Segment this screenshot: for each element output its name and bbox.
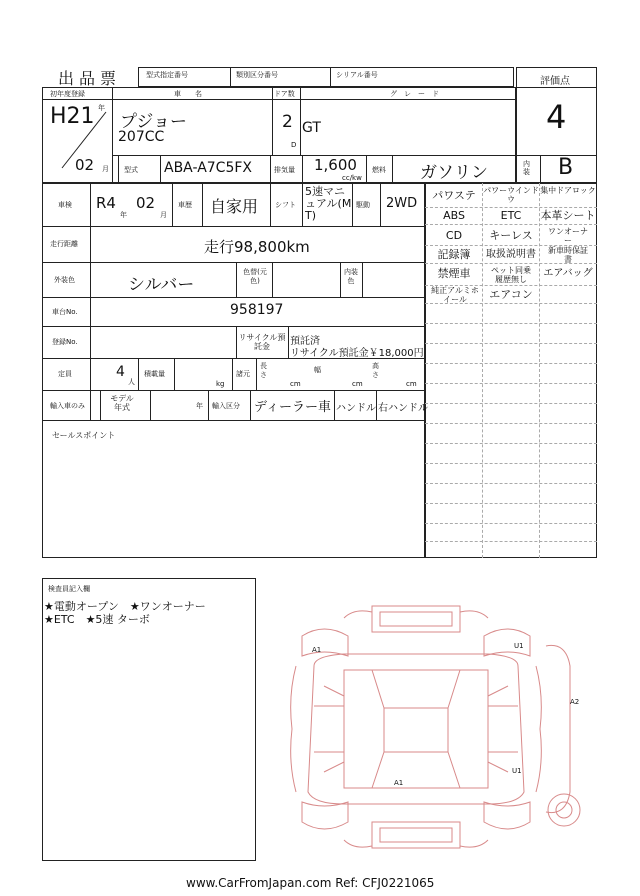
interior-grade: B	[558, 155, 574, 180]
inspection-month-unit: 月	[160, 211, 167, 219]
dims-label: 諸元	[236, 370, 250, 378]
model-year-unit: 年	[196, 402, 203, 410]
reg-no-label: 登録No.	[52, 338, 78, 346]
equip-non-smoking: 禁煙車	[437, 267, 471, 280]
displacement-value: 1,600	[314, 156, 357, 174]
equip-cd: CD	[445, 229, 463, 242]
width-unit: cm	[352, 380, 363, 388]
equip-record-book: 記録簿	[437, 248, 471, 261]
grade-label: グ レ ー ド	[390, 90, 439, 98]
equip-power-steering: パワステ	[432, 189, 476, 202]
sales-point-label: セールスポイント	[52, 431, 116, 440]
model-year-label: モデル年式	[110, 394, 134, 412]
height-unit: cm	[406, 380, 417, 388]
car-name-label: 車 名	[174, 90, 202, 98]
drive-value: 2WD	[386, 196, 418, 211]
chassis-label: 車台No.	[52, 308, 78, 316]
first-reg-era-year: H21	[50, 104, 95, 129]
color-label: 外装色	[54, 276, 75, 284]
inspection-era: R4	[96, 194, 116, 212]
shift-value: 5速マニュアル(MT)	[305, 185, 352, 222]
category-label: 類別区分番号	[236, 71, 278, 79]
door-unit: D	[291, 141, 297, 149]
door-count: 2	[282, 112, 293, 132]
damage-a1-rear: A1	[394, 779, 404, 787]
fuel-value: ガソリン	[420, 163, 488, 183]
first-reg-month: 02	[75, 156, 95, 174]
serial-label: シリアル番号	[336, 71, 378, 79]
score-value: 4	[546, 98, 567, 136]
color-value: シルバー	[128, 275, 195, 295]
load-unit: kg	[216, 380, 225, 388]
equip-airbag: エアバッグ	[543, 268, 593, 279]
mileage-value: 走行98,800km	[204, 238, 310, 256]
handle-label: ハンドル	[336, 403, 376, 414]
model-code-label: 型式指定番号	[146, 71, 188, 79]
capacity-unit: 人	[128, 378, 135, 386]
inspection-label: 車検	[58, 201, 72, 209]
equip-air-conditioner: エアコン	[489, 288, 533, 301]
equip-etc: ETC	[500, 209, 522, 222]
usage-label: 車歴	[178, 201, 192, 209]
capacity-label: 定員	[58, 370, 72, 378]
inspection-month: 02	[136, 194, 156, 212]
equip-power-window: パワーウインドウ	[483, 186, 539, 204]
inspector-line2: ★ETC ★5速 ターボ	[44, 613, 150, 626]
shift-label: シフト	[275, 201, 296, 209]
length-unit: cm	[290, 380, 301, 388]
damage-u1-front: U1	[514, 642, 524, 650]
car-name-line2: 207CC	[118, 129, 165, 145]
mileage-label: 走行距離	[50, 240, 78, 248]
model-label: 型式	[124, 166, 138, 174]
inspection-year-unit: 年	[120, 211, 127, 219]
equip-central-lock: 集中ドアロック	[540, 186, 596, 195]
equip-keyless: キーレス	[489, 229, 533, 242]
import-type-value: ディーラー車	[254, 400, 331, 415]
recycle-value2: リサイクル預託金￥18,000円	[290, 348, 424, 359]
capacity-value: 4	[116, 364, 125, 380]
displacement-label: 排気量	[274, 166, 295, 174]
grade-value: GT	[302, 120, 321, 136]
import-label: 輸入車のみ	[50, 402, 85, 410]
header-row	[138, 67, 514, 87]
car-name-line1: プジョー	[120, 112, 187, 132]
interior-label: 内装	[523, 160, 530, 176]
load-label: 積載量	[144, 370, 165, 378]
interior-color-label: 内装色	[344, 268, 358, 285]
chassis-value: 958197	[230, 302, 284, 318]
equip-no-pets: ペット同乗履歴無し	[491, 266, 531, 284]
year-unit: 年	[98, 104, 105, 112]
handle-value: 右ハンドル	[378, 403, 428, 414]
recycle-label: リサイクル預託金	[238, 333, 286, 351]
usage-value: 自家用	[210, 197, 259, 216]
score-label: 評価点	[540, 76, 570, 87]
form-title: 出品票	[58, 69, 122, 88]
equip-one-owner: ワンオーナー	[548, 227, 588, 245]
car-damage-diagram	[284, 596, 598, 862]
damage-a1-front: A1	[312, 646, 322, 654]
length-label: 長さ	[260, 362, 267, 379]
month-unit: 月	[102, 165, 109, 173]
damage-u1-rear: U1	[512, 767, 522, 775]
inspector-line1: ★電動オープン ★ワンオーナー	[44, 600, 206, 613]
first-reg-label: 初年度登録	[50, 90, 85, 98]
equip-leather-seat: 本革シート	[540, 209, 596, 222]
height-label: 高さ	[372, 362, 379, 379]
import-type-label: 輸入区分	[212, 402, 240, 410]
footer-watermark: www.CarFromJapan.com Ref: CFJ0221065	[186, 876, 435, 890]
inspector-label: 検査員記入欄	[48, 585, 90, 593]
recycle-value1: 預託済	[290, 336, 320, 347]
width-label: 幅	[314, 366, 321, 374]
displacement-unit: cc/kw	[342, 174, 362, 182]
color-change-label: 色替(元色)	[243, 268, 267, 285]
fuel-label: 燃料	[372, 166, 386, 174]
equip-abs: ABS	[443, 209, 465, 222]
damage-a2-side: A2	[570, 698, 580, 706]
model-value: ABA-A7C5FX	[164, 160, 253, 176]
door-count-label: ドア数	[274, 90, 295, 98]
drive-label: 駆動	[356, 201, 370, 209]
equip-warranty: 新車時保証書	[548, 246, 588, 264]
equip-alloy-wheels: 純正アルミホイール	[431, 286, 479, 304]
equip-manual: 取扱説明書	[486, 249, 536, 260]
